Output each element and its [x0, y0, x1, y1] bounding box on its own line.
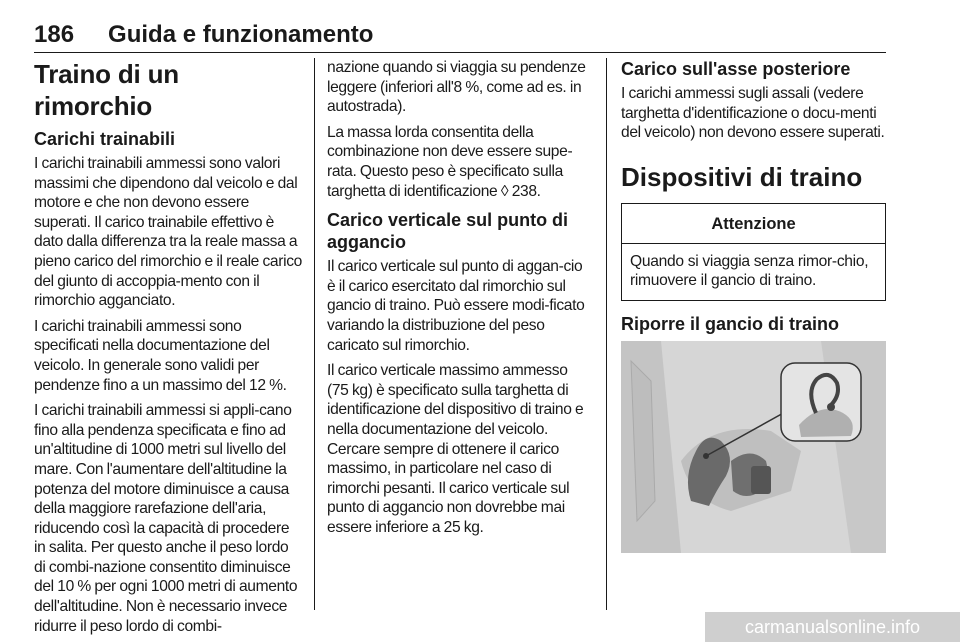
warning-title: Attenzione: [622, 204, 885, 244]
chapter-title: Traino di un rimorchio: [34, 59, 179, 121]
paragraph: I carichi trainabili ammessi sono specificati nella documentazione del veicolo. In generale sono validi per pendenze fino a un massimo del 12 %.: [34, 317, 287, 394]
warning-box: [621, 203, 886, 301]
subheading-riporre-gancio: Riporre il gancio di traino: [621, 313, 840, 334]
paragraph: I carichi trainabili ammessi sono valori massimi che dipendono dal veicolo e dal motore e che non devono essere superati. Il carico trainabile effettivo è dato dalla differenza tra la reale massa a pieno carico del rimorchio e il reale carico del giunto di accoppia-mento con il rimorchio agganciato.: [34, 155, 302, 310]
paragraph: I carichi trainabili ammessi si appli-cano fino alla pendenza specificata e fino ad un'altitudine di 1000 metri sul livello del mare. Con l'aumentare dell'altitudine la potenza del motore diminuisce a causa della maggiore rarefazione dell'aria, riducendo così la capacità di procedere in salita. Per questo anche il peso lordo di combi-nazione consentito diminuisce del 10 % per ogni 1000 metri di aumento dell'altitudine. Non è necessario invece ridurre il peso lordo di combi-: [34, 402, 298, 635]
subheading-carichi-trainabili: Carichi trainabili: [34, 129, 176, 149]
warning-body: Quando si viaggia senza rimor-chio, rimuovere il gancio di traino.: [630, 252, 869, 290]
watermark: carmanualsonline.info: [705, 612, 960, 642]
column-divider-2: [606, 58, 607, 610]
column-divider-1: [314, 58, 315, 610]
page-header: [34, 18, 886, 53]
section-title: Guida e funzionamento: [108, 21, 374, 48]
paragraph: Il carico verticale sul punto di aggan-cio è il carico esercitato dal rimorchio sul gancio di traino. Può essere modi-ficato variando la distribuzione del peso caricato sul rimorchio.: [327, 258, 585, 354]
subheading-carico-asse: Carico sull'asse posteriore: [621, 59, 851, 79]
paragraph: La massa lorda consentita della combinazione non deve essere supe-rata. Questo peso è specificato sulla targhetta di identificazione ◊ 238.: [327, 123, 573, 200]
page-number: 186: [34, 21, 75, 48]
section-heading-dispositivi: Dispositivi di traino: [621, 161, 863, 192]
subheading-carico-verticale: Carico verticale sul punto di aggancio: [327, 210, 569, 253]
paragraph: I carichi ammessi sugli assali (vedere targhetta d'identificazione o docu-menti del veicolo) non devono essere superati.: [621, 85, 885, 142]
paragraph: Il carico verticale massimo ammesso (75 kg) è specificato sulla targhetta di identificazione del dispositivo di traino e nella documentazione del veicolo. Cercare sempre di ottenere il carico massimo, in particolare nel caso di rimorchi pesanti. Il carico verticale sul punto di aggancio non dovrebbe mai essere inferiore a 25 kg.: [327, 362, 584, 536]
column-2: [327, 58, 591, 543]
towbar-storage-illustration: [621, 341, 886, 553]
column-1: [34, 58, 302, 642]
paragraph: nazione quando si viaggia su pendenze leggere (inferiori all'8 %, come ad es. in autostrada).: [327, 59, 586, 116]
column-3: [621, 58, 886, 553]
